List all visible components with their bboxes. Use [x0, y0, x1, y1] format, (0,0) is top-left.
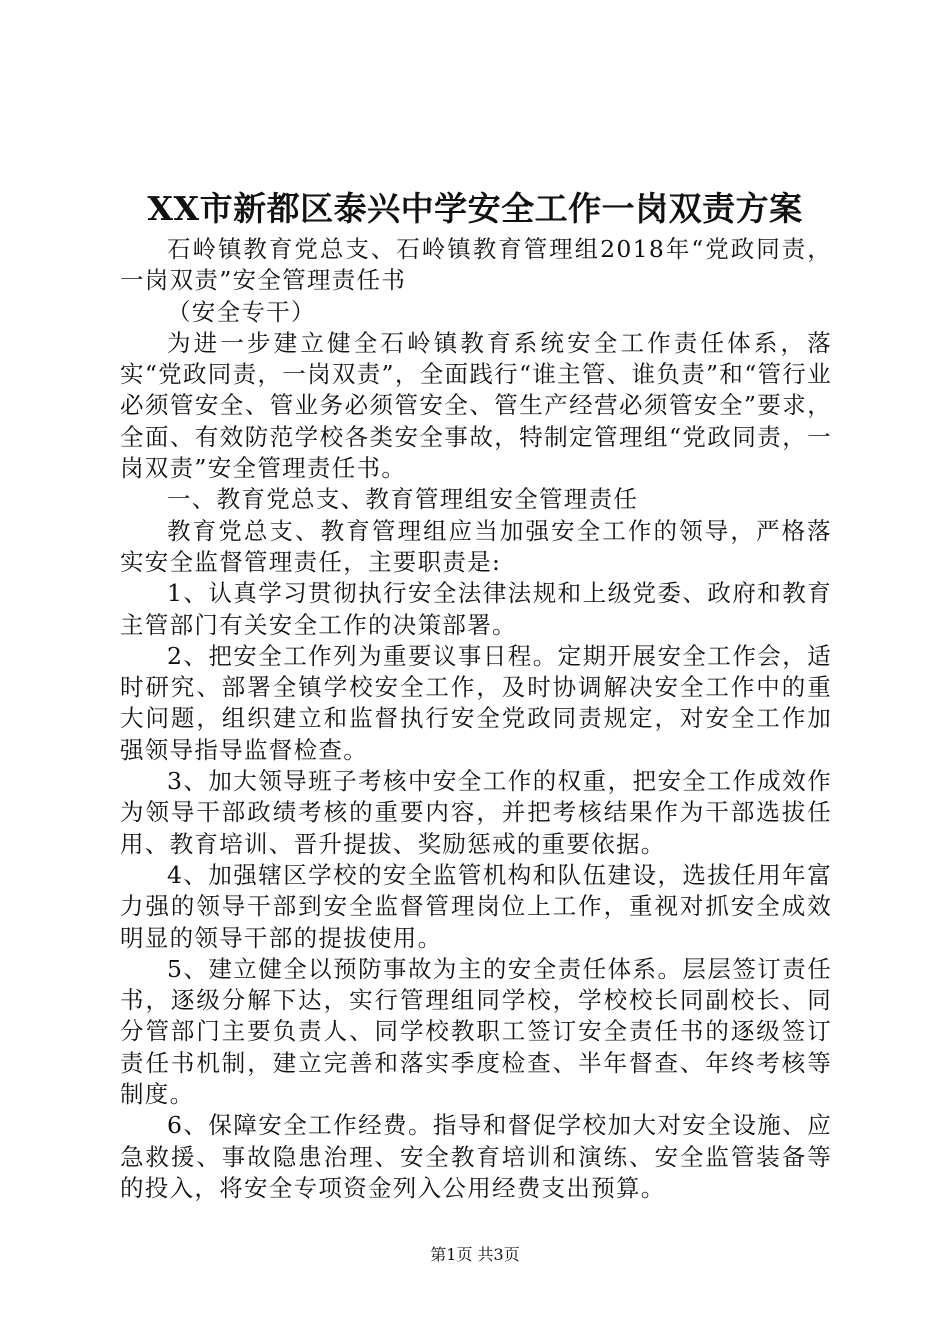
paragraph-role-label: （安全专干）: [167, 297, 316, 326]
list-item-4: 4、加强辖区学校的安全监管机构和队伍建设，选拔任用年富力强的领导干部到安全监督管理岗位上工作，重视对抓安全成效明显的领导干部的提拔使用。: [120, 860, 832, 952]
paragraph-main-duties: 教育党总支、教育管理组应当加强安全工作的领导，严格落实安全监督管理责任，主要职责是:: [120, 516, 832, 576]
paragraph-introduction: 为进一步建立健全石岭镇教育系统安全工作责任体系，落实“党政同责，一岗双责”，全面践行“谁主管、谁负责”和“管行业必须管安全、管业务必须管安全、管生产经营必须管安全”要求，全面、有效防范学校各类安全事故，特制定管理组“党政同责，一岗双责”安全管理责任书。: [120, 328, 832, 483]
list-item-5: 5、建立健全以预防事故为主的安全责任体系。层层签订责任书，逐级分解下达，实行管理组同学校，学校校长同副校长、同分管部门主要负责人、同学校教职工签订安全责任书的逐级签订责任书机制，建立完善和落实季度检查、半年督查、年终考核等制度。: [120, 954, 832, 1109]
paragraph-responsibility-letter-heading: 石岭镇教育党总支、石岭镇教育管理组2018年“党政同责，一岗双责”安全管理责任书: [120, 235, 832, 295]
page-number: 第1页 共3页: [430, 1245, 520, 1264]
page-footer: [0, 1244, 950, 1266]
list-item-2: 2、把安全工作列为重要议事日程。定期开展安全工作会，适时研究、部署全镇学校安全工作，及时协调解决安全工作中的重大问题，组织建立和监督执行安全党政同责规定，对安全工作加强领导指导监督检查。: [120, 641, 832, 764]
list-item-1: 1、认真学习贯彻执行安全法律法规和上级党委、政府和教育主管部门有关安全工作的决策部署。: [120, 579, 832, 639]
list-item-3: 3、加大领导班子考核中安全工作的权重，把安全工作成效作为领导干部政绩考核的重要内容，并把考核结果作为干部选拔任用、教育培训、晋升提拔、奖励惩戒的重要依据。: [120, 767, 832, 858]
document-body: [120, 234, 832, 1204]
section-heading-1: 一、教育党总支、教育管理组安全管理责任: [167, 485, 639, 514]
document-title: XX市新都区泰兴中学安全工作一岗双责方案: [147, 189, 803, 228]
list-item-6: 6、保障安全工作经费。指导和督促学校加大对安全设施、应急救援、事故隐患治理、安全教育培训和演练、安全监管装备等的投入，将安全专项资金列入公用经费支出预算。: [120, 1111, 832, 1202]
